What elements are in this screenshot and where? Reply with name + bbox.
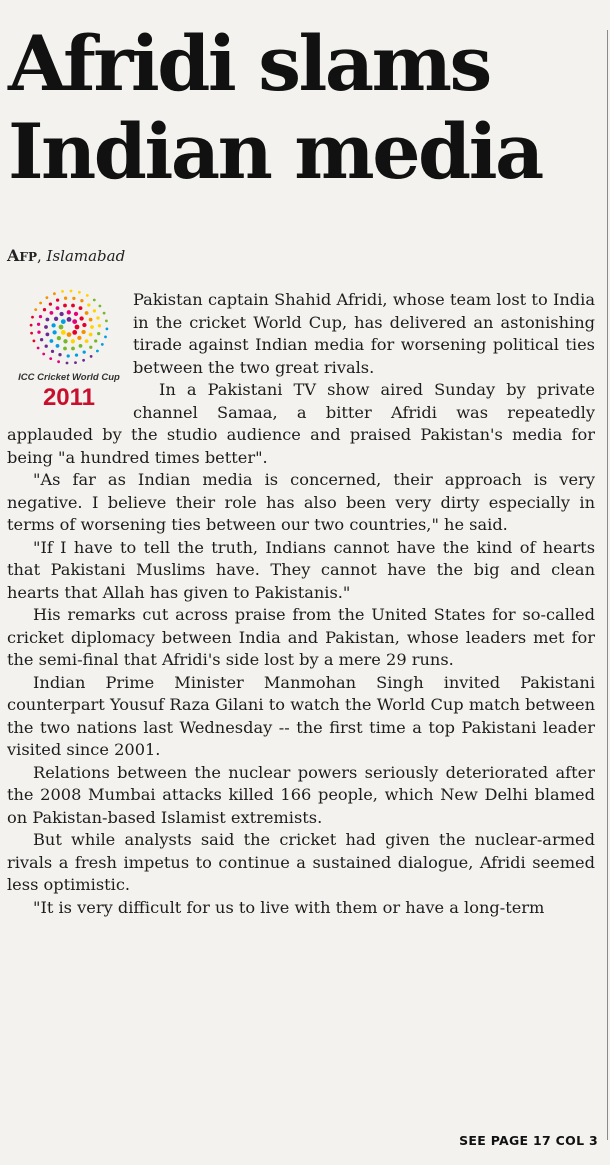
paragraph: In a Pakistani TV show aired Sunday by private channel Samaa, a bitter Afridi was repeatedly applauded by the studio audience and praised Pakistan's media for being "a hundred times better". [7, 380, 595, 467]
column-rule [607, 30, 608, 1140]
paragraph: Pakistan captain Shahid Afridi, whose team lost to India in the cricket World Cup, has delivered an astonishing tirade against Indian media for worsening political ties between the two great rivals. [133, 290, 595, 377]
byline-agency [7, 246, 37, 265]
paragraph: But while analysts said the cricket had given the nuclear-armed rivals a fresh impetus to continue a sustained dialogue, Afridi seemed less optimistic. [7, 830, 595, 894]
logo-caption: ICC Cricket World Cup [18, 372, 120, 383]
byline-separator: , [36, 247, 42, 265]
byline [7, 246, 125, 265]
paragraph: Indian Prime Minister Manmohan Singh invited Pakistani counterpart Yousuf Raza Gilani to watch the World Cup match between the two nations last Wednesday -- the first time a top Pakistani leader visited since 2001. [7, 672, 595, 759]
paragraph: "It is very difficult for us to live with them or have a long-term [33, 897, 545, 917]
byline-location: Islamabad [46, 247, 126, 265]
byline-agency-rest: FP [19, 250, 37, 264]
paragraph: "As far as Indian media is concerned, their approach is very negative. I believe their role has also been very dirty especially in terms of worsening ties between our two countries," he said. [7, 470, 595, 534]
continuation-reference: SEE PAGE 17 COL 3 [459, 1133, 598, 1148]
paragraph: Relations between the nuclear powers seriously deteriorated after the 2008 Mumbai attacks killed 166 people, which New Delhi blamed on Pakistan-based Islamist extremists. [7, 762, 595, 827]
paragraph: "If I have to tell the truth, Indians cannot have the kind of hearts that Pakistani Muslims have. They cannot have the big and clean hearts that Allah has given to Pakistanis." [7, 537, 595, 602]
paragraph: His remarks cut across praise from the United States for so-called cricket diplomacy between India and Pakistan, whose leaders met for the semi-final that Afridi's side lost by a mere 29 runs. [7, 605, 595, 669]
logo-spacer [7, 289, 133, 422]
article-body [7, 289, 595, 919]
byline-agency-initial: A [7, 246, 20, 265]
logo-year: 2011 [42, 384, 96, 411]
headline: Afridi slams Indian media [8, 19, 542, 196]
